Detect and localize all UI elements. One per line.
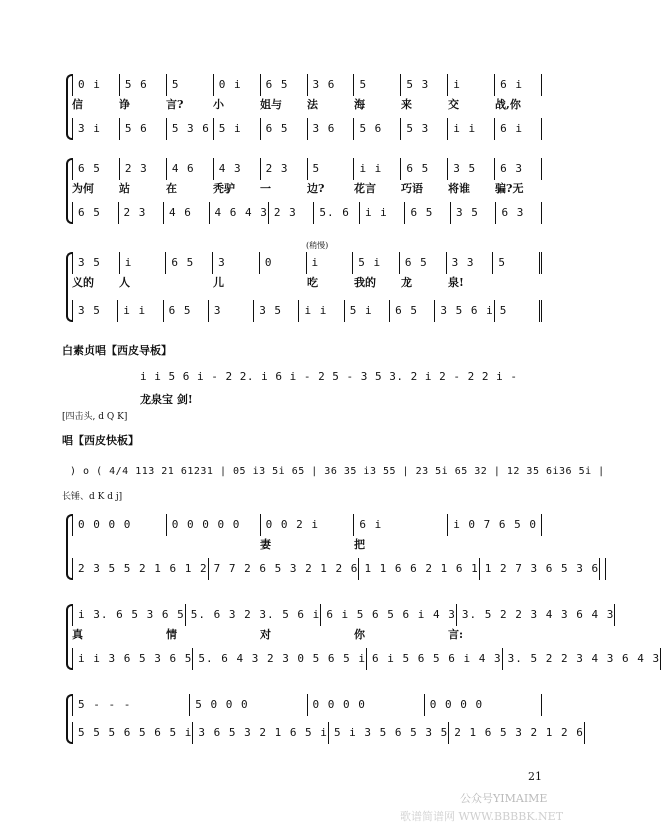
measure: 3	[213, 252, 260, 274]
measure: 5. 6	[314, 202, 360, 224]
lyric: 真	[72, 628, 83, 641]
measure: 6 i 5 6 5 6 i 4 3	[367, 648, 503, 670]
lyrics-line	[72, 274, 542, 290]
lyric: 义的	[72, 276, 94, 289]
measure: 3 5	[451, 202, 497, 224]
measure: 3 5 6 i	[435, 300, 494, 322]
section-heading: 白素贞唱【西皮导板】	[62, 344, 172, 357]
measure: 3	[209, 300, 254, 322]
lyric: 一	[260, 182, 271, 195]
accompaniment-line	[72, 202, 542, 224]
measure: 5	[354, 74, 401, 96]
lyric: 对	[260, 628, 271, 641]
lyric: 巧语	[401, 182, 423, 195]
lyric: 吃	[307, 276, 318, 289]
measure: 5 - - -	[72, 694, 190, 716]
lyric: 将谁	[448, 182, 470, 195]
accompaniment-line	[72, 300, 542, 322]
measure: 4 6 4 3	[210, 202, 269, 224]
free-rhythm-line: i i 5 6 i - 2 2. i 6 i - 2 5 - 3 5 3. 2 i 2 - 2 2 i -	[140, 370, 518, 383]
lyric: 人	[119, 276, 130, 289]
vocal-line	[72, 604, 615, 626]
lyrics-line	[72, 536, 542, 552]
watermark: 公众号YIMAIME	[460, 792, 548, 805]
measure	[600, 558, 606, 580]
lyric: 姐与	[260, 98, 282, 111]
lyric: 法	[307, 98, 318, 111]
measure: 6 5	[72, 158, 120, 180]
lyrics-line: 龙泉宝 剑!	[140, 393, 193, 406]
measure: i	[307, 252, 354, 274]
measure: 3 6	[308, 74, 355, 96]
lyric: 诤	[119, 98, 130, 111]
tempo-marking: (稍慢)	[306, 241, 329, 250]
measure: 6 5	[72, 202, 119, 224]
measure: 5 0 0 0	[190, 694, 307, 716]
lyric	[166, 536, 260, 552]
lyric: 小	[213, 98, 224, 111]
lyric	[260, 274, 307, 290]
measure: 0 0 0 0 0	[167, 514, 261, 536]
lyric	[448, 536, 542, 552]
score-system-5	[72, 604, 661, 670]
lyric: 站	[119, 182, 130, 195]
measure: 2 3	[269, 202, 315, 224]
measure: 6 5	[261, 118, 308, 140]
score-system-3	[72, 252, 542, 322]
measure: 3 3	[447, 252, 494, 274]
measure: 7 7 2 6 5 3 2 1 2 6	[209, 558, 360, 580]
measure: 5 i	[345, 300, 390, 322]
accompaniment-line	[72, 558, 600, 580]
measure: 0 0 0 0	[72, 514, 167, 536]
measure: 2 3	[261, 158, 308, 180]
watermark: 歌谱简谱网 WWW.BBBBK.NET	[400, 810, 564, 823]
lyric: 把	[354, 538, 365, 551]
lyric: 泉!	[448, 276, 464, 289]
measure: i i	[448, 118, 495, 140]
measure: 6 5	[390, 300, 435, 322]
lyric: 言:	[448, 628, 464, 641]
measure: i i 3 6 5 3 6 5	[72, 648, 193, 670]
vocal-line	[72, 74, 542, 96]
measure: 6 5	[405, 202, 451, 224]
measure: 0 i	[72, 74, 120, 96]
lyrics-line	[72, 626, 542, 642]
measure: i 3. 6 5 3 6 5	[72, 604, 186, 626]
measure: 5	[493, 252, 542, 274]
measure: 0 i	[214, 74, 261, 96]
measure: 3 i	[72, 118, 120, 140]
lyric: 儿	[213, 276, 224, 289]
measure: 5 5 5 6 5 6 5 i	[72, 722, 193, 744]
measure: 2 3	[119, 202, 165, 224]
measure: 6 5	[400, 252, 447, 274]
measure: 3. 5 2 2 3 4 3 6 4 3	[503, 648, 661, 670]
lyric: 花言	[354, 182, 376, 195]
measure: 5 6	[120, 118, 167, 140]
lyric: 情	[166, 628, 177, 641]
measure: 5 3 6	[167, 118, 214, 140]
measure: 3 5	[72, 300, 118, 322]
measure: 3 6 5 3 2 1 6 5 i	[193, 722, 329, 744]
measure: 5	[308, 158, 355, 180]
measure: 6 5	[164, 300, 209, 322]
measure: 3 5	[448, 158, 495, 180]
lyric: 你	[354, 628, 365, 641]
measure: 0 0 2 i	[261, 514, 355, 536]
measure: 6 5	[166, 252, 213, 274]
measure: i	[120, 252, 167, 274]
measure: i i	[118, 300, 163, 322]
measure: 6 i	[354, 514, 448, 536]
measure: 3 5	[254, 300, 299, 322]
lyric: 海	[354, 98, 365, 111]
lyric: 骗?无	[495, 182, 524, 195]
accompaniment-line	[72, 648, 661, 670]
measure: 0 0 0 0	[425, 694, 542, 716]
vocal-line	[72, 514, 542, 536]
vocal-line	[72, 158, 542, 180]
lyrics-line	[72, 96, 542, 112]
measure: 6 5	[401, 158, 448, 180]
measure: i i	[299, 300, 344, 322]
measure: i 0 7 6 5 0	[448, 514, 542, 536]
measure: 2 1 6 5 3 2 1 2 6	[449, 722, 585, 744]
score-system-4	[72, 514, 600, 580]
measure: 5 i	[214, 118, 261, 140]
measure: 4 3	[214, 158, 261, 180]
measure: 6 i	[495, 74, 542, 96]
measure: 0 0 0 0	[308, 694, 425, 716]
measure: 5 i 3 5 6 5 3 5	[329, 722, 449, 744]
measure: 5. 6 3 2 3. 5 6 i	[186, 604, 322, 626]
vocal-line	[72, 694, 542, 716]
measure: i	[448, 74, 495, 96]
score-system-1	[72, 74, 542, 140]
measure: 6 i 5 6 5 6 i 4 3	[321, 604, 457, 626]
measure: 1 1 6 6 2 1 6 1	[359, 558, 479, 580]
measure: 6 3	[496, 202, 542, 224]
percussion-note: [四击头, d Q K]	[62, 412, 128, 422]
measure: 5 i	[353, 252, 400, 274]
score-system-2	[72, 158, 542, 224]
measure: 5. 6 4 3 2 3 0 5 6 5 i	[193, 648, 367, 670]
percussion-note: 长锤、d K d j]	[62, 492, 123, 502]
measure: 6 i	[495, 118, 542, 140]
measure: 5 3	[401, 118, 448, 140]
measure: i i	[354, 158, 401, 180]
measure: 0	[260, 252, 307, 274]
measure: 3 5	[72, 252, 120, 274]
measure: 5 6	[120, 74, 167, 96]
measure: 2 3	[120, 158, 167, 180]
lyric: 战,你	[495, 98, 521, 111]
measure: 4 6	[167, 158, 214, 180]
measure: 1 2 7 3 6 5 3 6	[480, 558, 600, 580]
lyric	[495, 274, 542, 290]
section-heading: 唱【西皮快板】	[62, 434, 139, 447]
measure: i i	[360, 202, 406, 224]
measure: 4 6	[164, 202, 210, 224]
measure: 6 5	[261, 74, 308, 96]
lyric: 言?	[166, 98, 184, 111]
accompaniment-line	[72, 118, 542, 140]
measure: 5	[167, 74, 214, 96]
lyric: 我的	[354, 276, 376, 289]
score-system-6	[72, 694, 584, 744]
measure: 5 3	[401, 74, 448, 96]
intro-line: ) o ( 4/4 113 21 61231 | 05 i3 5i 65 | 36 35 i3 55 | 23 5i 65 32 | 12 35 6i36 5i |	[70, 466, 605, 477]
lyric: 交	[448, 98, 459, 111]
measure: 5	[495, 300, 542, 322]
measure: 5 6	[354, 118, 401, 140]
lyric: 为何	[72, 182, 94, 195]
page-number: 21	[528, 770, 542, 783]
lyric: 秃驴	[213, 182, 235, 195]
lyric: 在	[166, 182, 177, 195]
lyric	[72, 536, 166, 552]
lyric: 信	[72, 98, 83, 111]
measure: 6 3	[495, 158, 542, 180]
lyric: 来	[401, 98, 412, 111]
lyrics-line	[72, 180, 542, 196]
measure: 3. 5 2 2 3 4 3 6 4 3	[457, 604, 615, 626]
measure: 3 6	[308, 118, 355, 140]
vocal-line	[72, 252, 542, 274]
lyric: 边?	[307, 182, 325, 195]
lyric: 妻	[260, 538, 271, 551]
lyric: 龙	[401, 276, 412, 289]
lyric	[166, 274, 213, 290]
measure: 2 3 5 5 2 1 6 1 2	[72, 558, 209, 580]
accompaniment-line	[72, 722, 584, 744]
